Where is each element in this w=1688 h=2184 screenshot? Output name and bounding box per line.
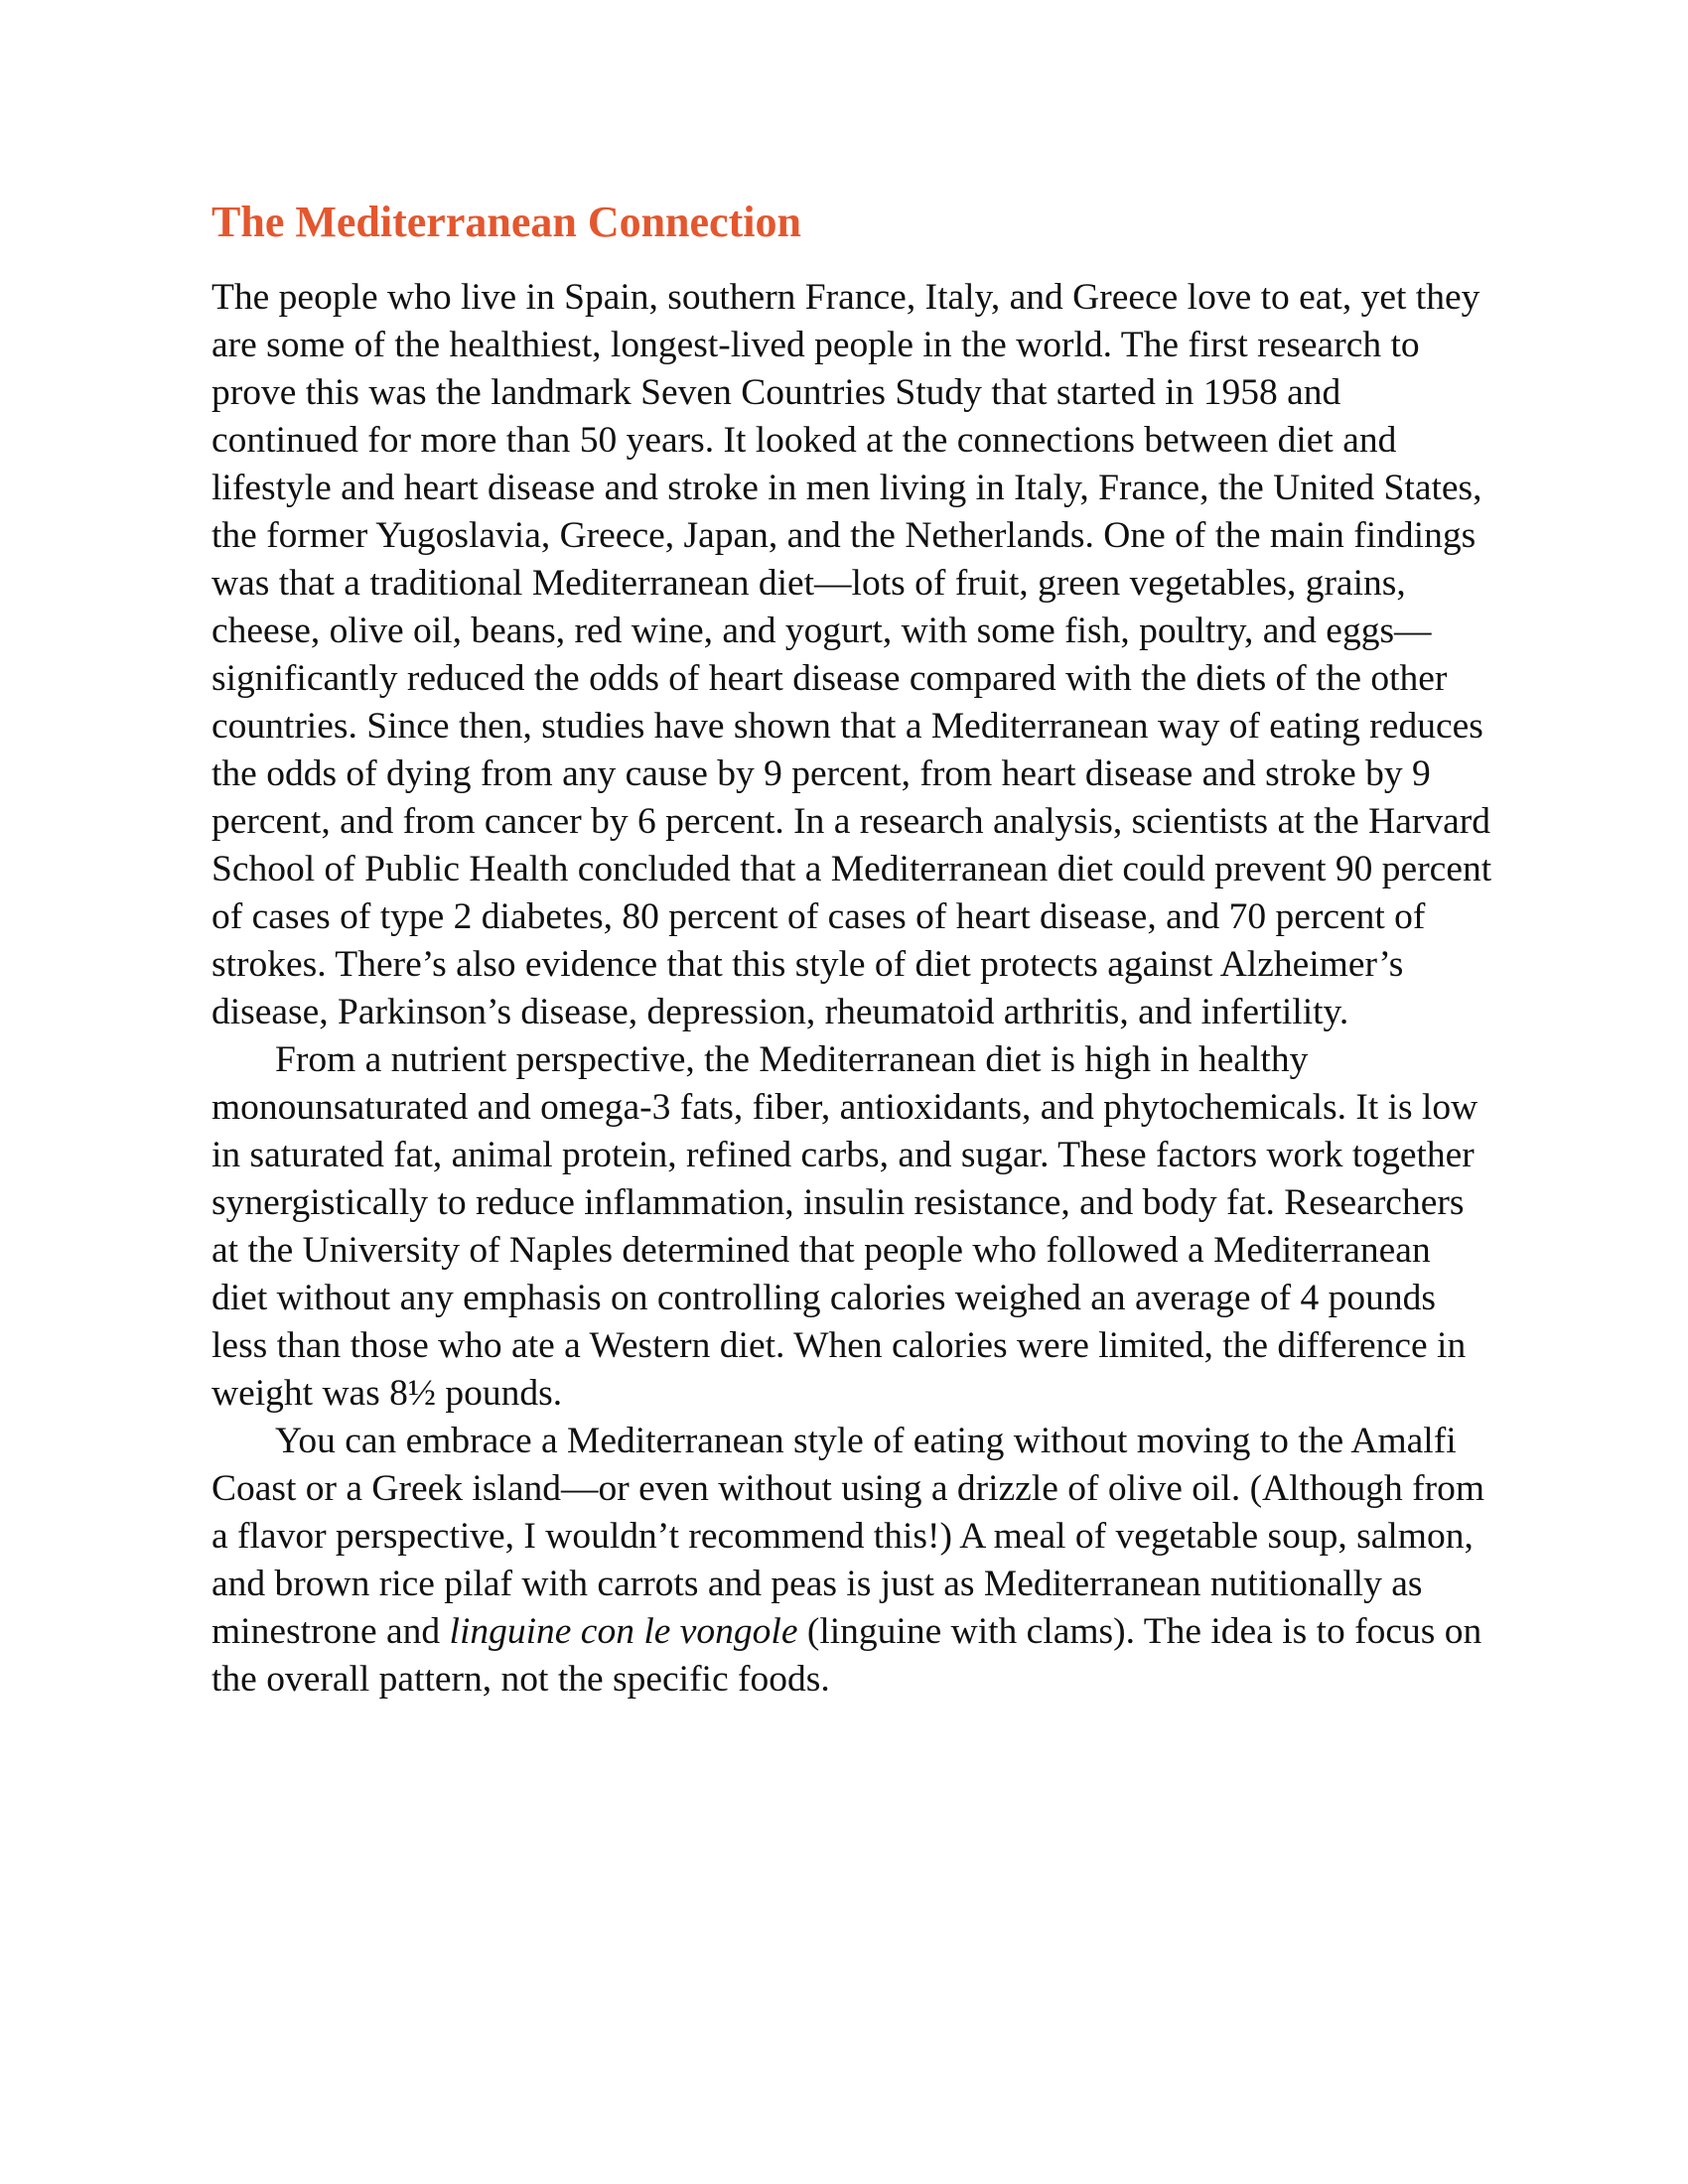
paragraph-3: [211, 1418, 1492, 1704]
paragraph-2: From a nutrient perspective, the Mediterranean diet is high in healthy monounsaturated and omega-3 fats, fiber, antioxidants, and phytochemicals. It is low in saturated fat, animal protein, refined carbs, and sugar. These factors work together synergistically to reduce inflammation, insulin resistance, and body fat. Researchers at the University of Naples determined that people who followed a Mediterranean diet without any emphasis on controlling calories weighed an average of 4 pounds less than those who ate a Western diet. When calories were limited, the difference in weight was 8½ pounds.: [211, 1039, 1478, 1414]
section-heading: The Mediterranean Connection: [211, 198, 801, 246]
paragraph-1: The people who live in Spain, southern France, Italy, and Greece love to eat, yet they are some of the healthiest, longest-lived people in the world. The first research to prove this was the landmark Seven Countries Study that started in 1958 and continued for more than 50 years. It looked at the connections between diet and lifestyle and heart disease and stroke in men living in Italy, France, the United States, the former Yugoslavia, Greece, Japan, and the Netherlands. One of the main findings was that a traditional Mediterranean diet—lots of fruit, green vegetables, grains, cheese, olive oil, beans, red wine, and yogurt, with some fish, poultry, and eggs—significantly reduced the odds of heart disease compared with the diets of the other countries. Since then, studies have shown that a Mediterranean way of eating reduces the odds of dying from any cause by 9 percent, from heart disease and stroke by 9 percent, and from cancer by 6 percent. In a research analysis, scientists at the Harvard School of Public Health concluded that a Mediterranean diet could prevent 90 percent of cases of type 2 diabetes, 80 percent of cases of heart disease, and 70 percent of strokes. There’s also evidence that this style of diet protects against Alzheimer’s disease, Parkinson’s disease, depression, rheumatoid arthritis, and infertility.: [211, 277, 1492, 1032]
italic-dish-name: linguine con le vongole: [449, 1611, 798, 1652]
article-body: [211, 195, 1492, 1704]
paragraph-3-text-end: (linguine with clams). The idea is to focus on the overall pattern, not the specific foods.: [211, 1611, 1482, 1700]
paragraph-3-text-start: You can embrace a Mediterranean style of eating without moving to the Amalfi Coast or a Greek island—or even without using a drizzle of olive oil. (Although from a flavor perspective, I wouldn’t recommend this!) A meal of vegetable soup, salmon, and brown rice pilaf with carrots and peas is just as Mediterranean nutitionally as minestrone and: [211, 1421, 1484, 1652]
